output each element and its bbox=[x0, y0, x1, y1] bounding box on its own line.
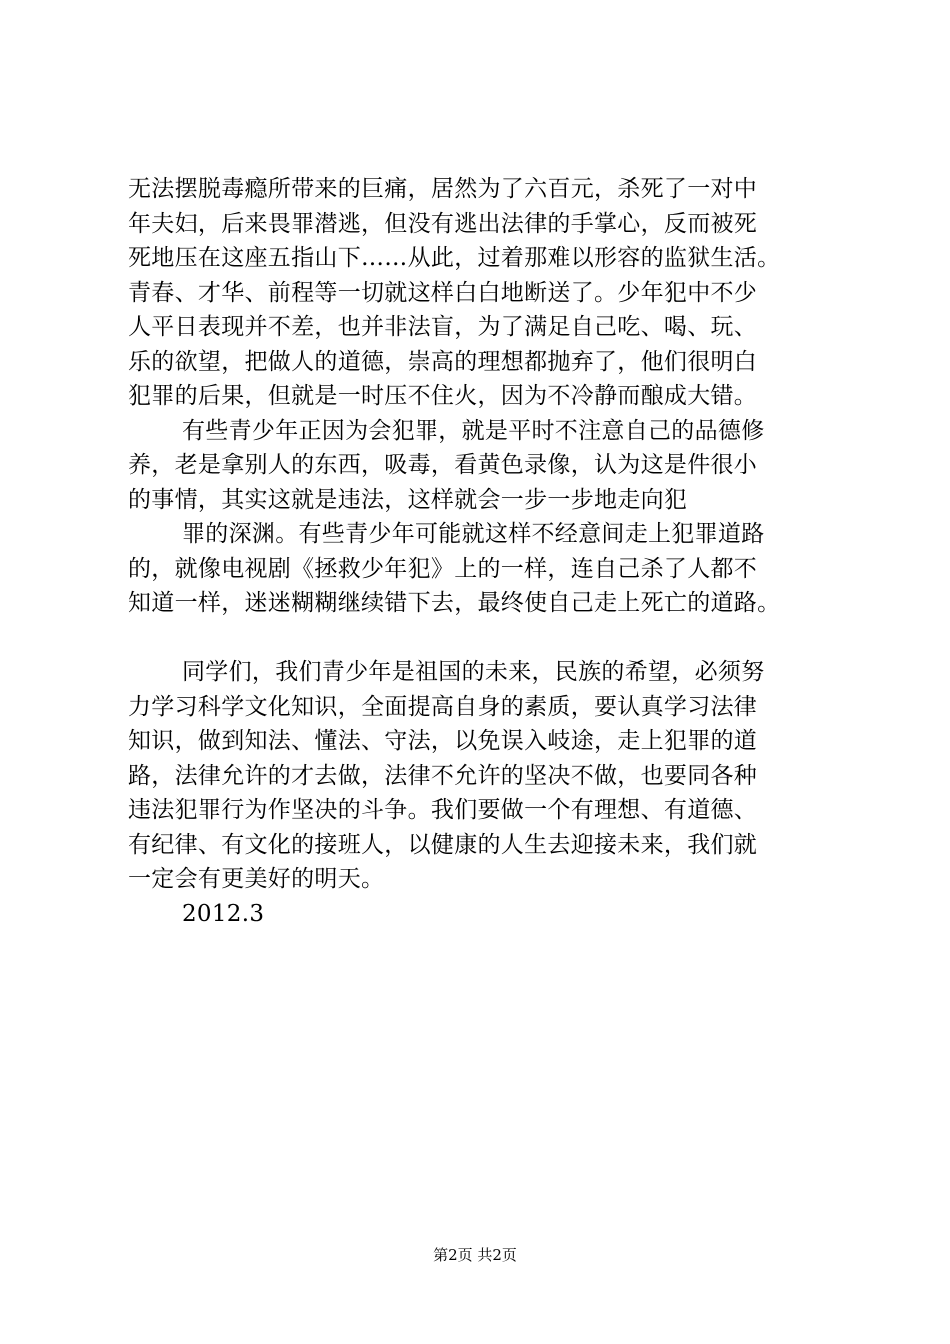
text-line: 力学习科学文化知识，全面提高自身的素质，要认真学习法律 bbox=[128, 693, 758, 720]
document-body bbox=[128, 172, 848, 931]
text-line: 的事情，其实这就是违法，这样就会一步一步地走向犯 bbox=[128, 486, 688, 513]
page-footer bbox=[0, 1245, 950, 1265]
text-line: 人平日表现并不差，也并非法盲，为了满足自己吃、喝、玩、 bbox=[128, 314, 758, 340]
text-line: 知识，做到知法、懂法、守法，以免误入岐途，走上犯罪的道 bbox=[128, 728, 758, 754]
text-line: 青春、才华、前程等一切就这样白白地断送了。少年犯中不少 bbox=[128, 279, 758, 306]
text-line: 年夫妇，后来畏罪潜逃，但没有逃出法律的手掌心，反而被死 bbox=[128, 210, 758, 237]
text-line: 违法犯罪行为作坚决的斗争。我们要做一个有理想、有道德、 bbox=[128, 797, 758, 823]
text-line: 路，法律允许的才去做，法律不允许的坚决不做，也要同各种 bbox=[128, 762, 758, 789]
page-number: 第2页 共2页 bbox=[433, 1246, 517, 1264]
text-line: 犯罪的后果，但就是一时压不住火，因为不冷静而酿成大错。 bbox=[128, 383, 758, 409]
text-line: 有纪律、有文化的接班人，以健康的人生去迎接未来，我们就 bbox=[128, 831, 758, 858]
text-line: 的，就像电视剧《拯救少年犯》上的一样，连自己杀了人都不 bbox=[128, 555, 758, 582]
text-line: 死地压在这座五指山下……从此，过着那难以形容的监狱生活。 bbox=[128, 245, 781, 271]
document-date: 2012.3 bbox=[182, 900, 265, 927]
text-line: 罪的深渊。有些青少年可能就这样不经意间走上犯罪道路 bbox=[182, 521, 765, 547]
text-line: 一定会有更美好的明天。 bbox=[128, 866, 385, 892]
text-line: 无法摆脱毒瘾所带来的巨痛，居然为了六百元，杀死了一对中 bbox=[128, 176, 758, 202]
text-line: 养，老是拿别人的东西，吸毒，看黄色录像，认为这是件很小 bbox=[128, 452, 758, 478]
text-line: 乐的欲望，把做人的道德，崇高的理想都抛弃了，他们很明白 bbox=[128, 348, 758, 375]
text-line: 有些青少年正因为会犯罪，就是平时不注意自己的品德修 bbox=[182, 417, 765, 444]
paragraph-gap bbox=[128, 621, 848, 656]
text-line: 同学们，我们青少年是祖国的未来，民族的希望，必须努 bbox=[182, 659, 765, 685]
text-line: 知道一样，迷迷糊糊继续错下去，最终使自己走上死亡的道路。 bbox=[128, 590, 781, 616]
